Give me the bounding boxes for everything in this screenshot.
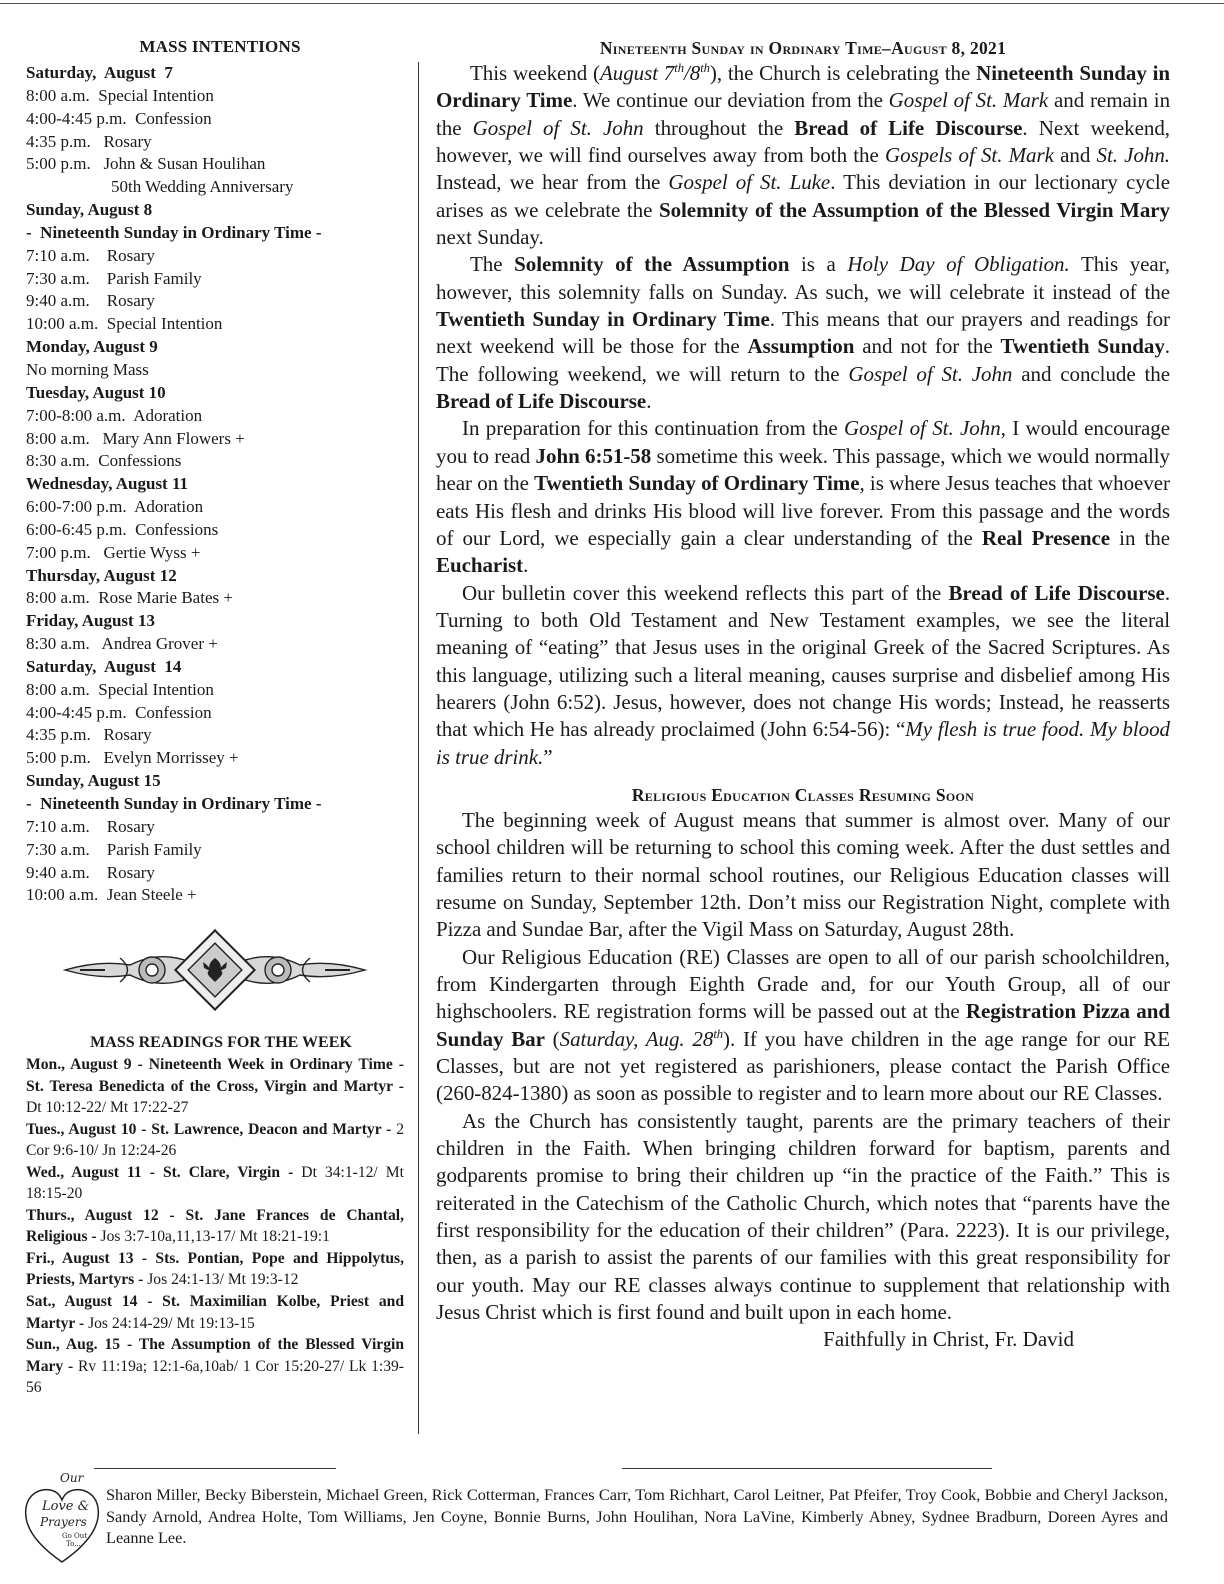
reading-day-heading: Thurs., August 12 - St. Jane Frances de Chantal, Religious - <box>26 1206 404 1246</box>
mass-intention-row: 4:35 p.m. Rosary <box>26 131 152 151</box>
mass-intention-row: 4:35 p.m. Rosary <box>26 725 152 745</box>
mass-intentions-column <box>26 36 404 907</box>
mass-feast-heading: - Nineteenth Sunday in Ordinary Time - <box>26 222 322 242</box>
mass-intention-row: 7:00 p.m. Gertie Wyss + <box>26 542 201 562</box>
mass-day-heading: Saturday, August 7 <box>26 63 173 82</box>
mass-intention-row: 50th Wedding Anniversary <box>111 177 294 197</box>
mass-intention-row: 7:30 a.m. Parish Family <box>26 839 202 859</box>
mass-intention-row: 8:00 a.m. Rose Marie Bates + <box>26 588 233 608</box>
signature: Faithfully in Christ, Fr. David <box>823 1327 1074 1352</box>
reading-scripture-refs: Dt 10:12-22/ Mt 17:22-27 <box>26 1099 189 1117</box>
page-top-rule <box>0 3 1224 4</box>
article-title-nineteenth-sunday: Nineteenth Sunday in Ordinary Time–August 8, 2021 <box>599 38 1007 58</box>
svg-text:Love &: Love & <box>42 1499 90 1514</box>
mass-day-heading: Tuesday, August 10 <box>26 382 166 402</box>
reading-day-heading: Sun., Aug. 15 - The Assumption of the Blessed Virgin Mary - <box>26 1336 404 1375</box>
mass-intention-row: 7:10 a.m. Rosary <box>26 245 155 265</box>
svg-text:To...: To... <box>66 1540 81 1548</box>
mass-intention-row: 10:00 a.m. Special Intention <box>26 314 223 334</box>
svg-text:Go Out: Go Out <box>62 1532 88 1540</box>
reading-entry <box>26 1119 404 1162</box>
svg-text:Prayers: Prayers <box>40 1515 87 1529</box>
footer-rule-left <box>94 1468 336 1469</box>
mass-day-heading: Sunday, August 15 <box>26 771 161 791</box>
mass-intentions-list <box>26 62 404 907</box>
mass-intention-row: 5:00 p.m. John & Susan Houlihan <box>26 154 266 174</box>
mass-feast-heading: - Nineteenth Sunday in Ordinary Time - <box>26 794 322 813</box>
article-paragraph: Our bulletin cover this weekend reflects this part of the Bread of Life Discourse. Turning to both Old Testament and New Testament examples, we see the literal meaning of “eating” that Jesus uses in the original Greek of the Sacred Scriptures. As this language, utilizing such a literal meaning, causes surprise and disbelief among His hearers (John 6:52). Jesus, however, does not change His words; Instead, he reasserts that which He has already proclaimed (John 6:54-56): “My flesh is true food. My blood is true drink.” <box>436 580 1171 769</box>
reading-scripture-refs: Rv 11:19a; 12:1-6a,10ab/ 1 Cor 15:20-27/ Lk 1:39-56 <box>26 1357 404 1397</box>
reading-day-heading: Sat., August 14 - St. Maximilian Kolbe, Priest and Martyr - <box>26 1293 404 1332</box>
prayer-list-names: Sharon Miller, Becky Biberstein, Michael Green, Rick Cotterman, Frances Carr, Tom Richhart, Carol Leitner, Pat Pfeifer, Troy Cook, Bobbie and Cheryl Jackson, Sandy Arnold, Andrea Holte, Tom Williams, Jen Coyne, Bonnie Burns, John Houlihan, Nora LaVine, Kimberly Abney, Sydnee Bradburn, Doreen Ayres and Leanne Lee. <box>106 1485 1168 1547</box>
mass-intention-row: 7:30 a.m. Parish Family <box>26 268 202 288</box>
mass-intentions-title: MASS INTENTIONS <box>139 37 301 56</box>
mass-intention-row: 7:10 a.m. Rosary <box>26 816 155 836</box>
footer-rule-right <box>622 1468 992 1469</box>
reading-scripture-refs: Jos 24:14-29/ Mt 19:13-15 <box>84 1314 255 1332</box>
mass-intention-row: 8:00 a.m. Special Intention <box>26 679 214 699</box>
mass-intention-row: 5:00 p.m. Evelyn Morrissey + <box>26 748 239 768</box>
article-paragraph: Our Religious Education (RE) Classes are open to all of our parish schoolchildren, from Kindergarten through Eighth Grade and, for our Youth Group, all of our highschoolers. RE registration forms will be passed out at the Registration Pizza and Sunday Bar (Saturday, Aug. 28th). If you have children in the age range for our RE Classes, but are not yet registered as parishioners, please contact the Parish Office (260-824-1380) as soon as possible to register and to learn more about our RE Classes. <box>436 944 1170 1106</box>
mass-intention-row: 4:00-4:45 p.m. Confession <box>26 108 212 128</box>
mass-intention-row: No morning Mass <box>26 359 149 379</box>
mass-intention-row: 8:30 a.m. Confessions <box>26 451 182 471</box>
mass-readings-section <box>26 1032 404 1399</box>
article-paragraph: The Solemnity of the Assumption is a Holy Day of Obligation. This year, however, this solemnity falls on Sunday. As such, we will celebrate it instead of the Twentieth Sunday in Ordinary Time. This means that our prayers and readings for next weekend will be those for the Assumption and not for the Twentieth Sunday. The following weekend, we will return to the Gospel of St. John and conclude the Bread of Life Discourse. <box>436 252 1171 414</box>
love-prayers-heart-logo <box>22 1470 102 1570</box>
reading-entry <box>26 1205 404 1248</box>
reading-scripture-refs: Dt 34:1-12/ Mt 18:15-20 <box>26 1163 404 1203</box>
article-paragraph: In preparation for this continuation from the Gospel of St. John, I would encourage you to read John 6:51-58 sometime this week. This passage, which we would normally hear on the Twentieth Sunday of Ordinary Time, is where Jesus teaches that whoever eats His flesh and drinks His blood will live forever. From this passage and the words of our Lord, we especially gain a clear understanding of the Real Presence in the Eucharist. <box>436 416 1170 578</box>
mass-day-heading: Wednesday, August 11 <box>26 474 189 494</box>
reading-entry <box>26 1248 404 1291</box>
mass-day-heading: Saturday, August 14 <box>26 656 182 676</box>
mass-intention-row: 6:00-6:45 p.m. Confessions <box>26 519 219 539</box>
mass-intention-row: 9:40 a.m. Rosary <box>26 862 155 882</box>
mass-day-heading: Friday, August 13 <box>26 611 155 631</box>
article-title-religious-education: Religious Education Classes Resuming Soon <box>631 784 975 805</box>
mass-intention-row: 10:00 a.m. Jean Steele + <box>26 885 197 905</box>
reading-day-heading: Mon., August 9 - Nineteenth Week in Ordinary Time - St. Teresa Benedicta of the Cross, Virgin and Martyr - <box>26 1056 404 1095</box>
reading-entry <box>26 1054 404 1119</box>
mass-intention-row: 7:00-8:00 a.m. Adoration <box>26 405 203 425</box>
reading-entry <box>26 1162 404 1205</box>
mass-intention-row: 8:30 a.m. Andrea Grover + <box>26 634 218 654</box>
article-paragraph: The beginning week of August means that summer is almost over. Many of our school children will be returning to school this coming week. After the dust settles and families return to their normal school routines, our Religious Education classes will resume on Sunday, September 12th. Don’t miss our Registration Night, complete with Pizza and Sundae Bar, after the Vigil Mass on Saturday, August 28th. <box>436 807 1170 942</box>
reading-entry <box>26 1291 404 1334</box>
reading-scripture-refs: Jos 3:7-10a,11,13-17/ Mt 18:21-19:1 <box>96 1228 330 1246</box>
mass-day-heading: Thursday, August 12 <box>26 565 177 585</box>
reading-day-heading: Tues., August 10 - St. Lawrence, Deacon and Martyr - <box>26 1120 392 1138</box>
ornament-icon <box>60 920 370 1020</box>
reading-scripture-refs: Jos 24:1-13/ Mt 19:3-12 <box>143 1271 299 1289</box>
mass-intention-row: 8:00 a.m. Mary Ann Flowers + <box>26 428 245 448</box>
mass-day-heading: Monday, August 9 <box>26 337 158 357</box>
mass-intention-row: 6:00-7:00 p.m. Adoration <box>26 497 204 517</box>
mass-intention-row: 4:00-4:45 p.m. Confession <box>26 702 212 722</box>
reading-scripture-refs: 2 Cor 9:6-10/ Jn 12:24-26 <box>26 1120 404 1160</box>
reading-day-heading: Wed., August 11 - St. Clare, Virgin - <box>26 1163 294 1181</box>
mass-readings-title: MASS READINGS FOR THE WEEK <box>90 1034 352 1051</box>
article-paragraph: This weekend (August 7th/8th), the Church is celebrating the Nineteenth Sunday in Ordinary Time. We continue our deviation from the Gospel of St. Mark and remain in the Gospel of St. John throughout the Bread of Life Discourse. Next weekend, however, we will find ourselves away from both the Gospels of St. Mark and St. John. Instead, we hear from the Gospel of St. Luke. This deviation in our lectionary cycle arises as we celebrate the Solemnity of the Assumption of the Blessed Virgin Mary next Sunday. <box>436 61 1171 250</box>
svg-text:Our: Our <box>60 1471 84 1485</box>
mass-intention-row: 8:00 a.m. Special Intention <box>26 85 214 105</box>
reading-entry <box>26 1334 404 1399</box>
mass-intention-row: 9:40 a.m. Rosary <box>26 291 155 311</box>
mass-day-heading: Sunday, August 8 <box>26 200 153 220</box>
column-divider <box>418 62 419 1434</box>
reading-day-heading: Fri., August 13 - Sts. Pontian, Pope and Hippolytus, Priests, Martyrs - <box>26 1249 404 1289</box>
article-paragraph: As the Church has consistently taught, parents are the primary teachers of their children in the Faith. When bringing children forward for baptism, parents and godparents promise to bring their children up “in the practice of the Faith.” This is reiterated in the Catechism of the Catholic Church, which notes that “parents have the first responsibility for the education of their children” (Para. 2223). It is our privilege, then, as a parish to assist the parents of our families with this great responsibility for our youth. May our RE classes always continue to supplement that relationship with Jesus Christ which is first found and built upon in each home. <box>436 1108 1170 1325</box>
pastor-letter-column <box>436 36 1170 1353</box>
mass-readings-list <box>26 1054 404 1399</box>
